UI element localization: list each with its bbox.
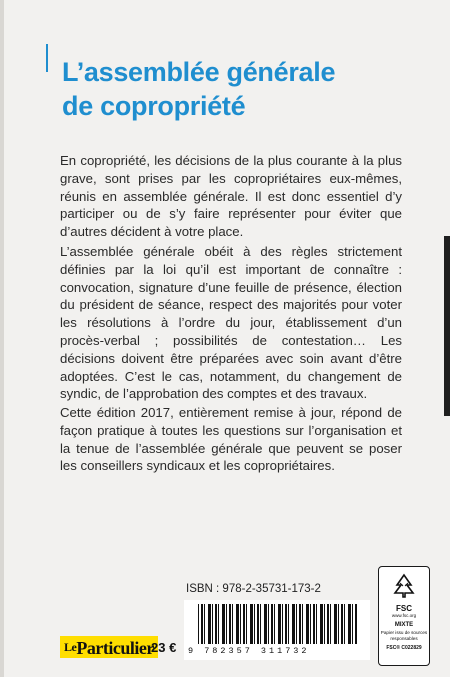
- fsc-tree-icon: [391, 573, 417, 599]
- publisher-logo: [60, 636, 158, 658]
- summary-paragraph-2: L’assemblée générale obéit à des règles strictement définies par la loi qu’il est important de connaître : convocation, signature d’une feuille de présence, élection du président de séance, respect des majorités pour voter les résolutions à l’ordre du jour, établissement d’un procès-verbal ; possibilités de contestation… Les décisions doivent être préparées avec soin avant d’être adoptées. C’est le cas, notamment, du changement de syndic, de l’approbation des comptes et des travaux.: [60, 244, 402, 402]
- publisher-logo-le: Le: [64, 640, 77, 654]
- title-accent-line: [46, 44, 48, 72]
- isbn-label: ISBN : 978-2-35731-173-2: [186, 583, 321, 595]
- fsc-site: www.fsc.org: [391, 613, 417, 618]
- spine-strip: [444, 236, 450, 416]
- fsc-description: Papier issu de sources responsables: [380, 630, 428, 641]
- book-title: [62, 55, 422, 123]
- publisher-logo-name: Particulier: [76, 638, 154, 658]
- fsc-code: FSC® C022829: [386, 645, 422, 651]
- title-line-2: de copropriété: [62, 91, 246, 121]
- fsc-mixte: MIXTE: [394, 622, 414, 628]
- summary-paragraph-1: En copropriété, les décisions de la plus courante à la plus grave, sont prises par les copropriétaires eux-mêmes, réunis en assemblée générale. Il est donc essentiel d’y participer ou de s’y faire représenter pour éviter que d’autres décident à votre place.: [60, 153, 402, 240]
- title-line-1: L’assemblée générale: [62, 57, 336, 87]
- barcode: [184, 600, 370, 660]
- barcode-bars: [198, 604, 358, 644]
- barcode-digits: 9 782357 311732: [188, 646, 310, 656]
- summary-paragraph-3: Cette édition 2017, entièrement remise à jour, répond de façon pratique à toutes les questions sur l’organisation et la tenue de l’assemblée générale que peuvent se poser les conseillers syndicaux et les copropriétaires.: [60, 405, 402, 474]
- cover-edge: [0, 0, 4, 677]
- price: 23 €: [151, 640, 177, 655]
- fsc-logo-text: FSC: [396, 604, 412, 613]
- fsc-label: [378, 566, 430, 666]
